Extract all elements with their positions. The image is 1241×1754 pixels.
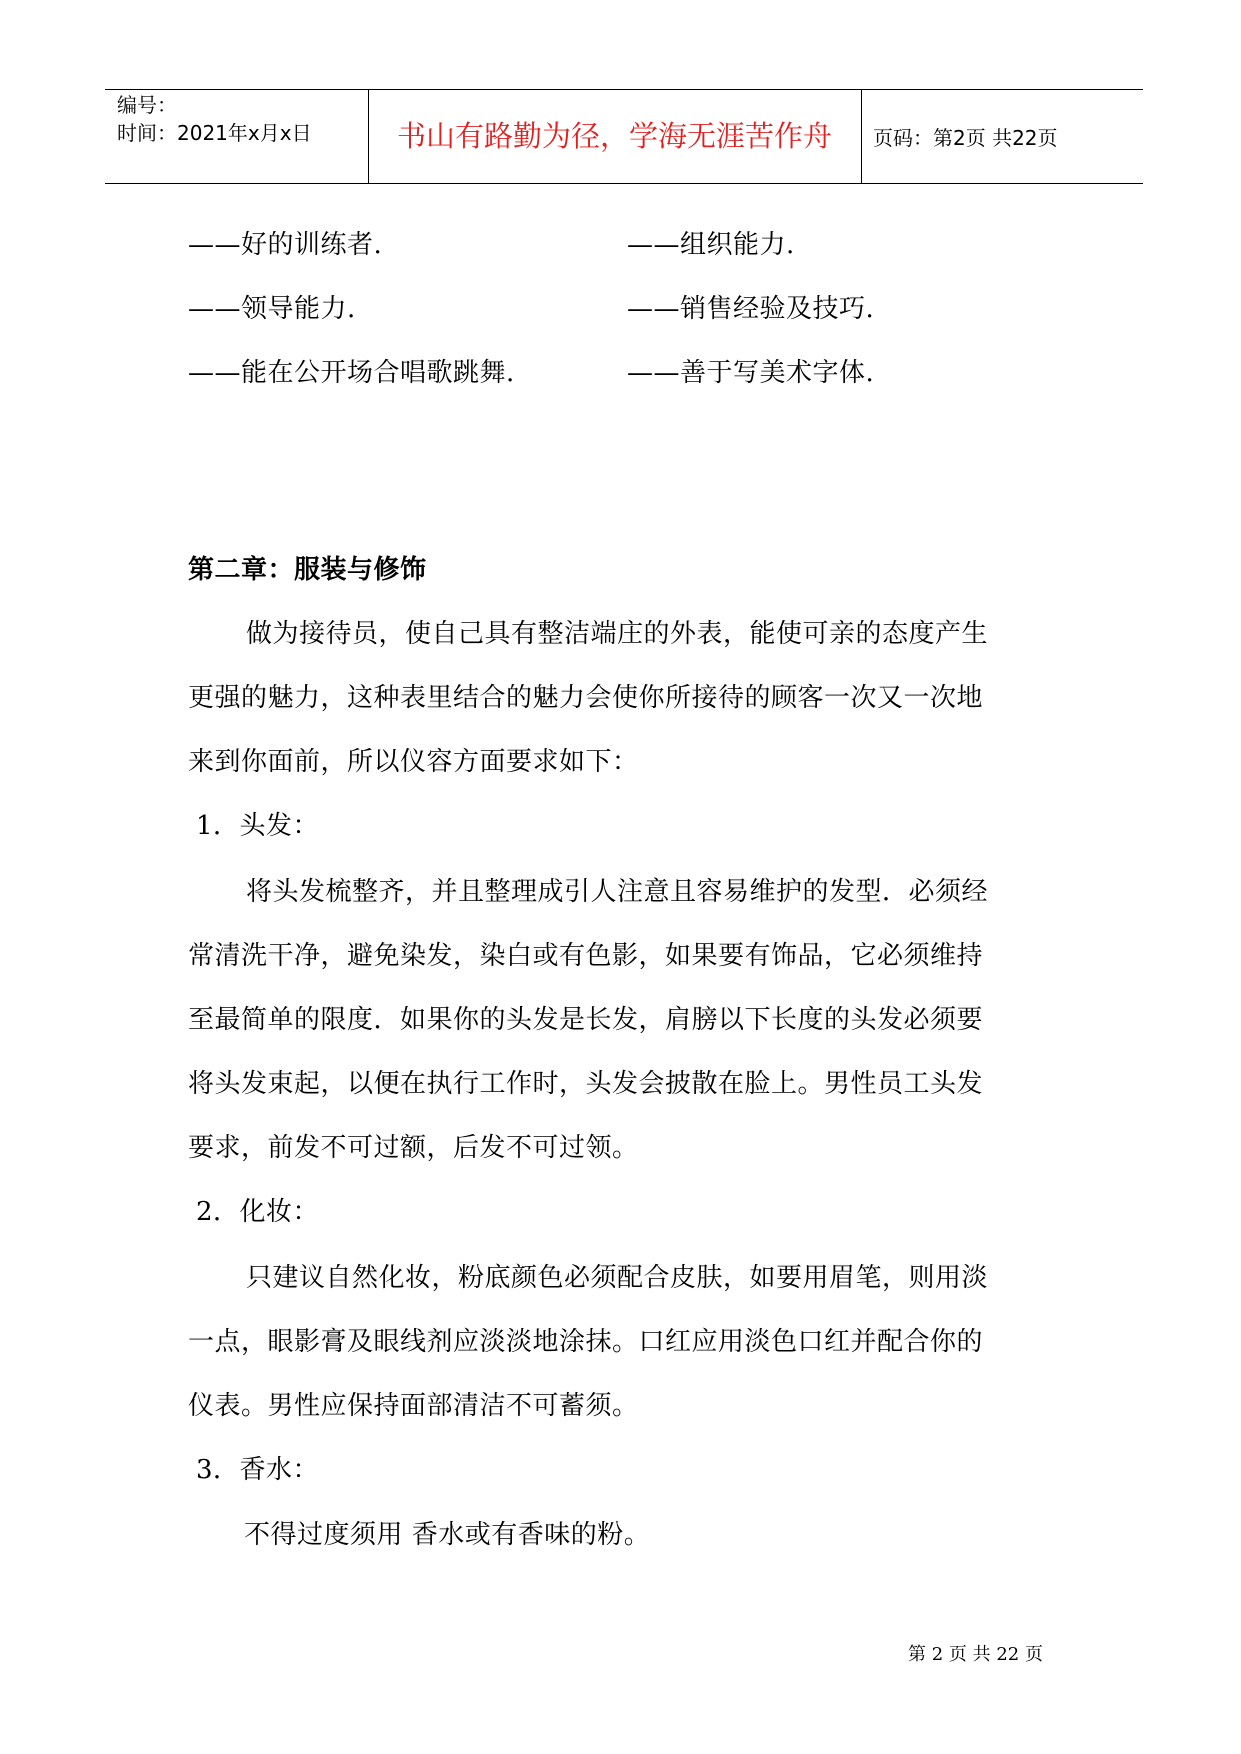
quality-item: ——组织能力. (627, 230, 795, 260)
quality-item: ——销售经验及技巧. (627, 294, 875, 324)
header-serial: 编号： (117, 93, 177, 117)
paragraph-line: 至最简单的限度．如果你的头发是长发，肩膀以下长度的头发必须要 (188, 1005, 984, 1035)
chapter-title: 第二章：服装与修饰 (188, 555, 427, 585)
paragraph-line: 仪表。男性应保持面部清洁不可蓄须。 (188, 1391, 639, 1421)
header-page-info: 页码：第2页 共22页 (873, 126, 1058, 150)
section-heading: 2．化妆： (196, 1197, 320, 1227)
quality-item: ——好的训练者. (188, 230, 383, 260)
paragraph-line: 常清洗干净，避免染发，染白或有色影，如果要有饰品，它必须维持 (188, 941, 984, 971)
section-heading: 3．香水： (196, 1455, 320, 1485)
header-motto: 书山有路勤为径，学海无涯苦作舟 (396, 119, 832, 153)
paragraph-line: 将头发束起，以便在执行工作时，头发会披散在脸上。男性员工头发 (188, 1069, 984, 1099)
page-footer: 第 2 页 共 22 页 (908, 1644, 1043, 1665)
paragraph-line: 不得过度须用 香水或有香味的粉。 (244, 1520, 651, 1550)
paragraph-line: 一点，眼影膏及眼线剂应淡淡地涂抹。口红应用淡色口红并配合你的 (188, 1327, 984, 1357)
quality-item: ——能在公开场合唱歌跳舞. (188, 358, 515, 388)
paragraph-line: 将头发梳整齐，并且整理成引人注意且容易维护的发型．必须经 (246, 877, 989, 907)
paragraph-line: 更强的魅力，这种表里结合的魅力会使你所接待的顾客一次又一次地 (188, 683, 984, 713)
paragraph-line: 要求，前发不可过额，后发不可过领。 (188, 1133, 639, 1163)
header-top-rule (105, 89, 1143, 90)
paragraph-line: 只建议自然化妆，粉底颜色必须配合皮肤，如要用眉笔，则用淡 (246, 1263, 989, 1293)
header-bottom-rule (105, 183, 1143, 184)
paragraph-line: 做为接待员，使自己具有整洁端庄的外表，能使可亲的态度产生 (246, 619, 989, 649)
paragraph-line: 来到你面前，所以仪容方面要求如下： (188, 747, 639, 777)
header-divider-right (861, 89, 862, 183)
quality-item: ——善于写美术字体. (627, 358, 875, 388)
section-heading: 1．头发： (196, 811, 320, 841)
header-time: 时间：2021年x月x日 (117, 121, 312, 145)
quality-item: ——领导能力. (188, 294, 356, 324)
